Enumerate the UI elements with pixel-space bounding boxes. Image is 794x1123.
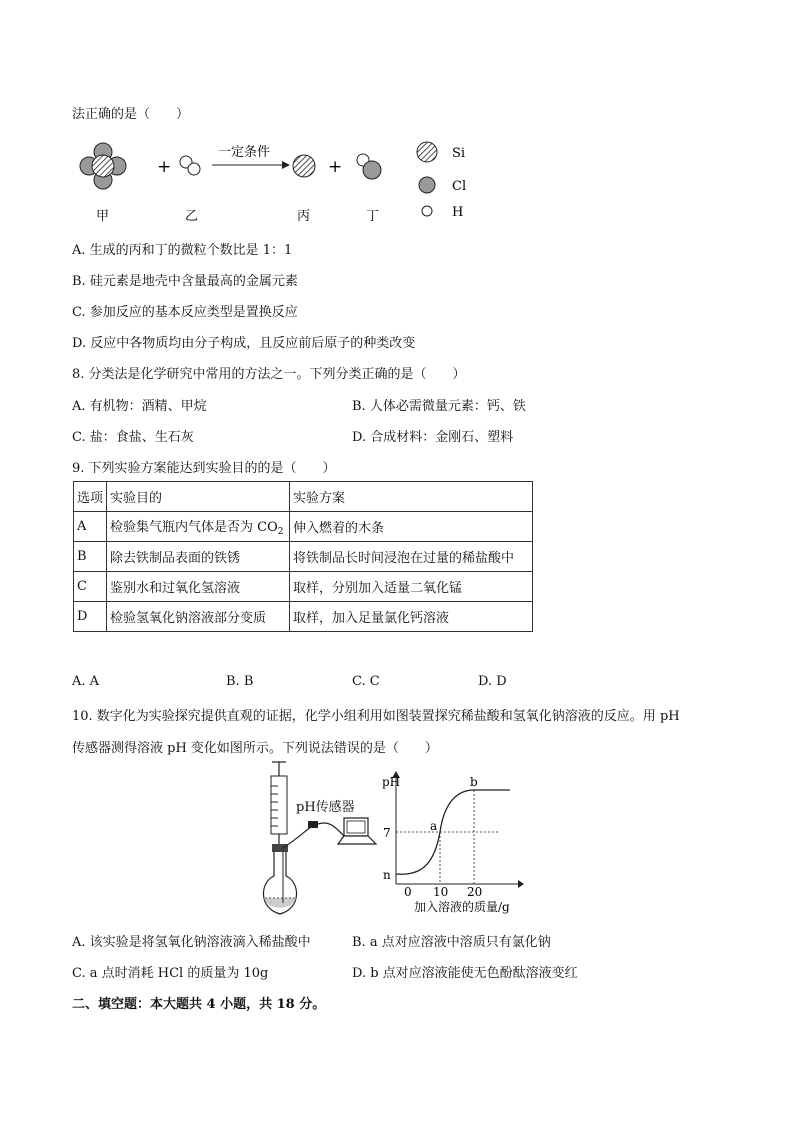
q9-answer-a: A. A xyxy=(72,674,100,689)
molecule-ding xyxy=(357,154,381,179)
row-goal: 检验氢氧化钠溶液部分变质 xyxy=(107,602,290,632)
header-option: 选项 xyxy=(74,482,107,512)
q10-option-c: C. a 点时消耗 HCl 的质量为 10g xyxy=(72,966,269,981)
header-plan: 实验方案 xyxy=(290,482,533,512)
table-header-row xyxy=(74,482,533,512)
reaction-arrow xyxy=(212,161,290,169)
molecule-jia xyxy=(80,143,126,189)
q7-option-b: B. 硅元素是地壳中含量最高的金属元素 xyxy=(72,274,298,289)
x-tick-10: 10 xyxy=(433,885,449,899)
molecule-yi xyxy=(180,156,200,175)
row-option: D xyxy=(74,602,107,632)
legend-si-label: Si xyxy=(452,146,466,161)
ph-curve-chart xyxy=(368,768,528,918)
row-plan: 将铁制品长时间浸泡在过量的稀盐酸中 xyxy=(290,542,533,572)
row-option: B xyxy=(74,542,107,572)
row-goal-text: 检验集气瓶内气体是否为 CO xyxy=(110,520,278,535)
plus-sign-2: + xyxy=(328,157,343,177)
q10-stem-line2: 传感器测得溶液 pH 变化如图所示。下列说法错误的是（ ） xyxy=(72,741,438,756)
label-jia: 甲 xyxy=(96,209,110,224)
q7-stem-tail: 法正确的是（ ） xyxy=(72,107,190,122)
table-row xyxy=(74,572,533,602)
q7-option-c: C. 参加反应的基本反应类型是置换反应 xyxy=(72,305,298,320)
h-legend-icon xyxy=(422,206,432,216)
label-ding: 丁 xyxy=(366,209,380,224)
legend-h-label: H xyxy=(452,205,464,220)
q8-stem: 8. 分类法是化学研究中常用的方法之一。下列分类正确的是（ ） xyxy=(72,367,466,382)
q10-option-b: B. a 点对应溶液中溶质只有氯化钠 xyxy=(352,935,551,950)
row-goal: 除去铁制品表面的铁锈 xyxy=(107,542,290,572)
start-label-n: n xyxy=(383,868,391,882)
syringe-icon xyxy=(271,762,287,844)
section-heading: 二、填空题：本大题共 4 小题，共 18 分。 xyxy=(72,997,326,1012)
q8-option-b: B. 人体必需微量元素：钙、铁 xyxy=(352,399,526,414)
point-b-label: b xyxy=(470,775,478,789)
q10-stem-line1: 10. 数字化为实验探究提供直观的证据，化学小组利用如图装置探究稀盐酸和氢氧化钠溶液的反应。用 pH xyxy=(72,709,680,724)
atom-legend xyxy=(417,142,466,220)
experiment-table xyxy=(73,481,533,632)
legend-cl-label: Cl xyxy=(452,179,467,194)
q8-option-a: A. 有机物：酒精、甲烷 xyxy=(72,399,207,414)
q9-answer-c: C. C xyxy=(352,674,380,689)
q10-option-a: A. 该实验是将氢氧化钠溶液滴入稀盐酸中 xyxy=(72,935,311,950)
q8-option-d: D. 合成材料：金刚石、塑料 xyxy=(352,430,514,445)
header-goal: 实验目的 xyxy=(107,482,290,512)
ph-sensor-icon xyxy=(308,821,318,828)
molecule-bing xyxy=(293,155,315,177)
row-goal: 鉴别水和过氧化氢溶液 xyxy=(107,572,290,602)
reaction-condition: 一定条件 xyxy=(218,145,271,160)
label-bing: 丙 xyxy=(297,209,311,224)
table-row xyxy=(74,602,533,632)
point-a-label: a xyxy=(430,819,438,833)
ph-sensor-label: pH传感器 xyxy=(296,800,355,815)
row-goal xyxy=(107,512,290,542)
y-tick-7: 7 xyxy=(383,826,391,840)
row-option: A xyxy=(74,512,107,542)
q9-answer-d: D. D xyxy=(478,674,507,689)
x-axis-label: 加入溶液的质量/g xyxy=(414,900,510,914)
q7-option-d: D. 反应中各物质均由分子构成，且反应前后原子的种类改变 xyxy=(72,336,416,351)
si-legend-icon xyxy=(417,142,437,162)
y-axis-label: pH xyxy=(382,775,401,789)
row-plan: 取样，加入足量氯化钙溶液 xyxy=(290,602,533,632)
q9-stem: 9. 下列实验方案能达到实验目的的是（ ） xyxy=(72,461,336,476)
stopper xyxy=(272,844,288,852)
row-plan: 伸入燃着的木条 xyxy=(290,512,533,542)
q8-option-c: C. 盐：食盐、生石灰 xyxy=(72,430,194,445)
x-tick-20: 20 xyxy=(467,885,483,899)
row-option: C xyxy=(74,572,107,602)
origin-label: 0 xyxy=(404,885,412,899)
reaction-diagram xyxy=(60,130,480,230)
co2-subscript: 2 xyxy=(277,527,284,537)
table-row xyxy=(74,512,533,542)
row-plan: 取样，分别加入适量二氧化锰 xyxy=(290,572,533,602)
q7-option-a: A. 生成的丙和丁的微粒个数比是 1：1 xyxy=(72,243,293,258)
table-row xyxy=(74,542,533,572)
q9-answer-b: B. B xyxy=(226,674,254,689)
flask-icon xyxy=(263,852,296,914)
q10-option-d: D. b 点对应溶液能使无色酚酞溶液变红 xyxy=(352,966,578,981)
plus-sign-1: + xyxy=(157,157,172,177)
cl-legend-icon xyxy=(419,177,435,193)
label-yi: 乙 xyxy=(185,209,199,224)
